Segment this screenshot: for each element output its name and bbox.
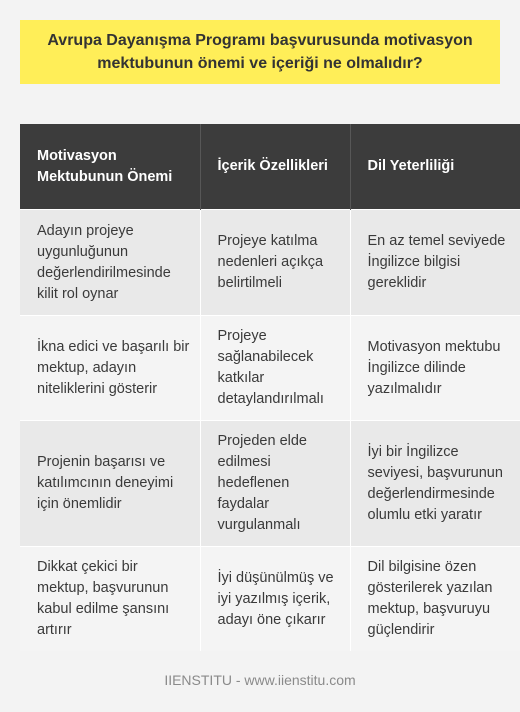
page-title: Avrupa Dayanışma Programı başvurusunda motivasyon mektubunun önemi ve içeriği ne olmalıdır? xyxy=(47,32,473,72)
table-cell: Dikkat çekici bir mektup, başvurunun kabul edilme şansını artırır xyxy=(20,547,200,652)
footer-credit: IIENSTITU - www.iienstitu.com xyxy=(164,672,356,688)
table-cell: Dil bilgisine özen gösterilerek yazılan mektup, başvuruyu güçlendirir xyxy=(350,547,520,652)
table-cell: İkna edici ve başarılı bir mektup, adayın niteliklerini gösterir xyxy=(20,316,200,421)
comparison-table xyxy=(20,124,520,651)
table-cell: Motivasyon mektubu İngilizce dilinde yazılmalıdır xyxy=(350,316,520,421)
table-cell: En az temel seviyede İngilizce bilgisi gereklidir xyxy=(350,210,520,316)
table-cell: İyi bir İngilizce seviyesi, başvurunun değerlendirmesinde olumlu etki yaratır xyxy=(350,421,520,547)
table-row xyxy=(20,210,520,316)
title-banner xyxy=(20,20,500,84)
table-cell: Projeye katılma nedenleri açıkça belirtilmeli xyxy=(200,210,350,316)
table-cell: İyi düşünülmüş ve iyi yazılmış içerik, adayı öne çıkarır xyxy=(200,547,350,652)
column-header-content: İçerik Özellikleri xyxy=(200,124,350,210)
table-cell: Projenin başarısı ve katılımcının deneyimi için önemlidir xyxy=(20,421,200,547)
table-cell: Projeden elde edilmesi hedeflenen faydalar vurgulanmalı xyxy=(200,421,350,547)
table-row xyxy=(20,421,520,547)
column-header-importance: Motivasyon Mektubunun Önemi xyxy=(20,124,200,210)
table-cell: Projeye sağlanabilecek katkılar detaylandırılmalı xyxy=(200,316,350,421)
column-header-language: Dil Yeterliliği xyxy=(350,124,520,210)
table-row xyxy=(20,547,520,652)
table-header-row xyxy=(20,124,520,210)
table-cell: Adayın projeye uygunluğunun değerlendirilmesinde kilit rol oynar xyxy=(20,210,200,316)
table-row xyxy=(20,316,520,421)
